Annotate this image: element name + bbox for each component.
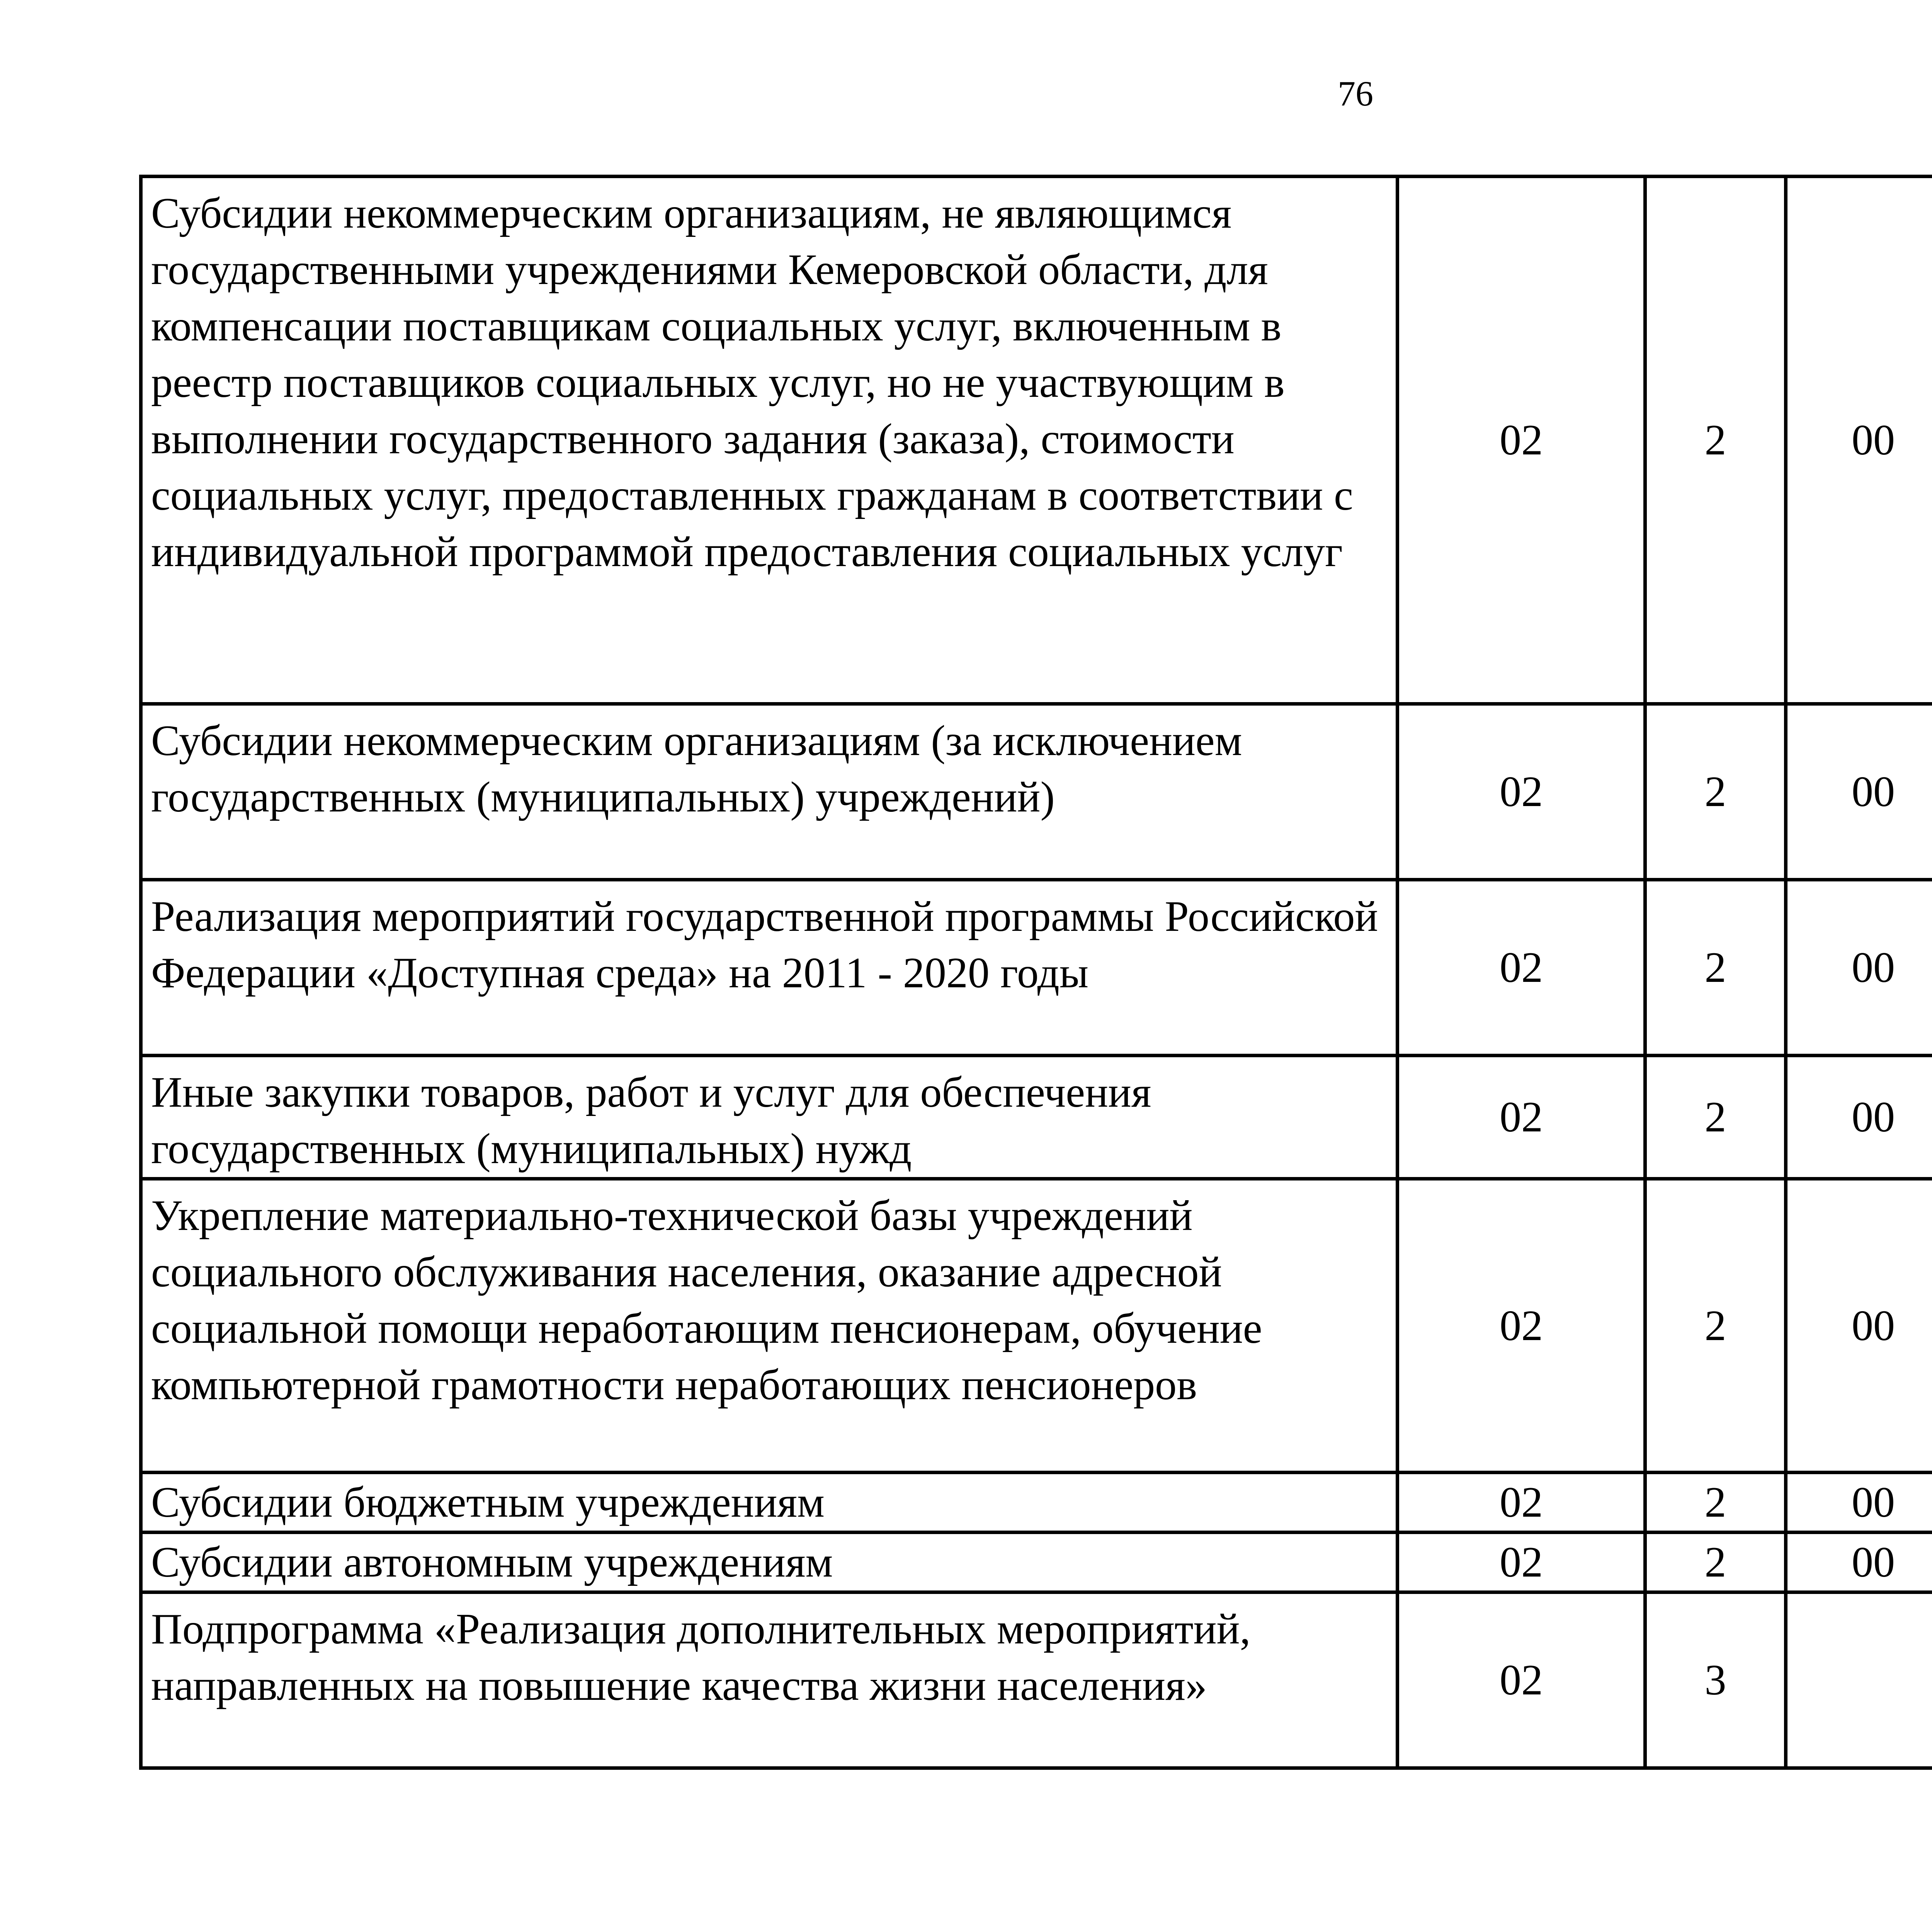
budget-table [139, 175, 1932, 1770]
program-code: 02 [1398, 704, 1645, 880]
row-name: Реализация мероприятий государственной программы Российской Федерации «Доступная среда» на 2011 - 2020 годы [141, 880, 1398, 1056]
program-code: 02 [1398, 1179, 1645, 1473]
row-name: Субсидии автономным учреждениям [141, 1533, 1398, 1592]
row-name: Субсидии бюджетным учреждениям [141, 1473, 1398, 1533]
subprogram-code: 2 [1645, 1179, 1786, 1473]
direction-code: 00 [1786, 1473, 1932, 1533]
subprogram-code: 3 [1645, 1592, 1786, 1768]
row-name: Подпрограмма «Реализация дополнительных мероприятий, направленных на повышение качества жизни населения» [141, 1592, 1398, 1768]
table-row [141, 1056, 1932, 1179]
row-name: Укрепление материально-технической базы учреждений социального обслуживания населения, оказание адресной социальной помощи неработающим пенсионерам, обучение компьютерной грамотности неработающих пенсионеров [141, 1179, 1398, 1473]
direction-code [1786, 1592, 1932, 1768]
subprogram-code: 2 [1645, 177, 1786, 704]
subprogram-code: 2 [1645, 1056, 1786, 1179]
direction-code: 00 [1786, 1179, 1932, 1473]
subprogram-code: 2 [1645, 1473, 1786, 1533]
program-code: 02 [1398, 177, 1645, 704]
program-code: 02 [1398, 880, 1645, 1056]
table-row [141, 177, 1932, 704]
direction-code: 00 [1786, 880, 1932, 1056]
page-number: 76 [1338, 74, 1373, 113]
subprogram-code: 2 [1645, 880, 1786, 1056]
row-name: Субсидии некоммерческим организациям, не являющимся государственными учреждениями Кемеровской области, для компенсации поставщикам социальных услуг, включенным в реестр поставщиков социальных услуг, но не участвующим в выполнении государственного задания (заказа), стоимости социальных услуг, предоставленных гражданам в соответствии с индивидуальной программой предоставления социальных услуг [141, 177, 1398, 704]
table-row [141, 1592, 1932, 1768]
table-row [141, 704, 1932, 880]
direction-code: 00 [1786, 177, 1932, 704]
table-row [141, 1473, 1932, 1533]
program-code: 02 [1398, 1533, 1645, 1592]
subprogram-code: 2 [1645, 704, 1786, 880]
table-row [141, 880, 1932, 1056]
subprogram-code: 2 [1645, 1533, 1786, 1592]
table-row [141, 1533, 1932, 1592]
program-code: 02 [1398, 1473, 1645, 1533]
row-name: Субсидии некоммерческим организациям (за исключением государственных (муниципальных) учреждений) [141, 704, 1398, 880]
program-code: 02 [1398, 1056, 1645, 1179]
program-code: 02 [1398, 1592, 1645, 1768]
row-name: Иные закупки товаров, работ и услуг для обеспечения государственных (муниципальных) нужд [141, 1056, 1398, 1179]
direction-code: 00 [1786, 1533, 1932, 1592]
table-row [141, 1179, 1932, 1473]
direction-code: 00 [1786, 704, 1932, 880]
direction-code: 00 [1786, 1056, 1932, 1179]
